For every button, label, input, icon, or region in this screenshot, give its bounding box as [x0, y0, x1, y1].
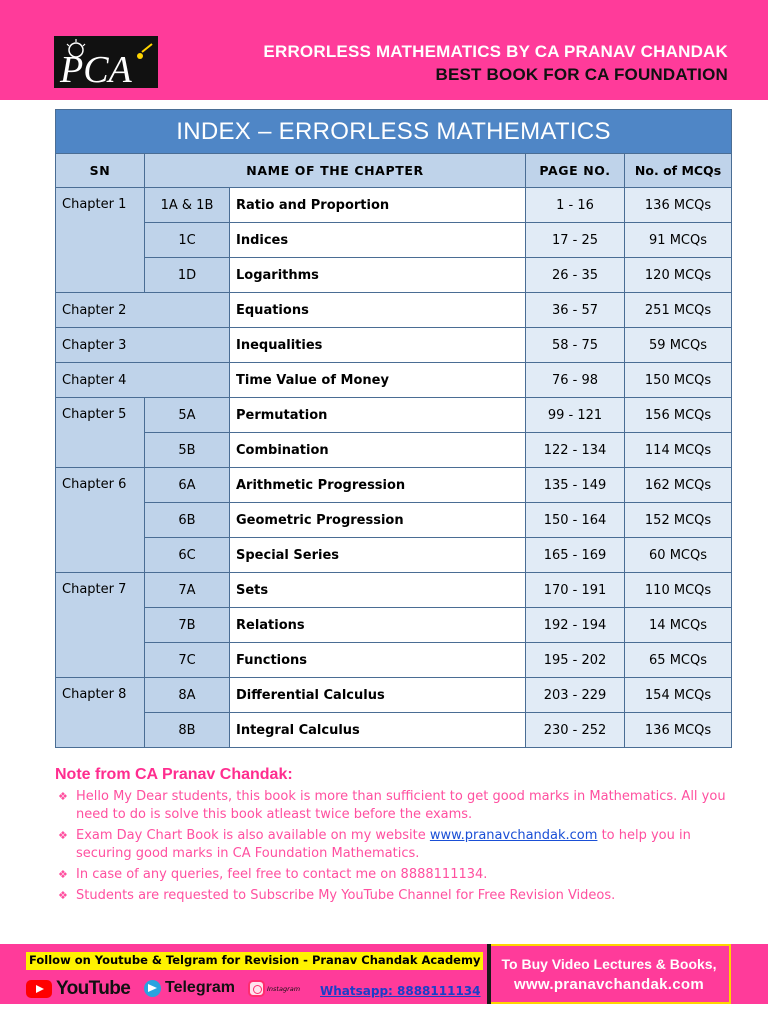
- chapter-label: Chapter 8: [56, 678, 145, 748]
- page-range: 230 - 252: [526, 713, 625, 748]
- note-item: [56, 866, 746, 884]
- sub-chapter: 1C: [145, 223, 230, 258]
- note-text: to help you in securing good marks in CA Foundation Mathematics.: [76, 828, 691, 861]
- header-chapter-name: NAME OF THE CHAPTER: [145, 154, 526, 188]
- page-range: 165 - 169: [526, 538, 625, 573]
- instagram-icon: [248, 980, 265, 997]
- mcq-count: 154 MCQs: [625, 678, 732, 713]
- table-row: [56, 468, 732, 503]
- sub-chapter: 5B: [145, 433, 230, 468]
- page-range: 26 - 35: [526, 258, 625, 293]
- header-page-no: PAGE NO.: [526, 154, 625, 188]
- header-sn: SN: [56, 154, 145, 188]
- website-link[interactable]: www.pranavchandak.com: [429, 828, 598, 843]
- page-range: 76 - 98: [526, 363, 625, 398]
- mcq-count: 251 MCQs: [625, 293, 732, 328]
- page-range: 195 - 202: [526, 643, 625, 678]
- footer-social: [24, 949, 486, 1001]
- table-row: [56, 223, 732, 258]
- chapter-label: Chapter 4: [56, 363, 230, 398]
- chapter-name: Geometric Progression: [230, 503, 526, 538]
- table-row: [56, 188, 732, 223]
- diamond-bullet-icon: ❖: [58, 829, 68, 842]
- sub-chapter: 6A: [145, 468, 230, 503]
- note-title: Note from CA Pranav Chandak:: [55, 766, 293, 783]
- telegram-label: Telegram: [165, 979, 235, 996]
- sub-chapter: 7A: [145, 573, 230, 608]
- note-item: [56, 887, 746, 905]
- header-title: ERRORLESS MATHEMATICS BY CA PRANAV CHANDAK: [263, 42, 728, 61]
- sub-chapter: 1A & 1B: [145, 188, 230, 223]
- mcq-count: 65 MCQs: [625, 643, 732, 678]
- table-title: INDEX – ERRORLESS MATHEMATICS: [56, 110, 732, 154]
- page-footer: [0, 944, 768, 1004]
- header-mcqs: No. of MCQs: [625, 154, 732, 188]
- chapter-label: Chapter 6: [56, 468, 145, 573]
- footer-website-link[interactable]: www.pranavchandak.com: [514, 976, 704, 993]
- chapter-name: Equations: [230, 293, 526, 328]
- table-row: [56, 608, 732, 643]
- page-range: 192 - 194: [526, 608, 625, 643]
- mcq-count: 136 MCQs: [625, 188, 732, 223]
- chapter-name: Integral Calculus: [230, 713, 526, 748]
- chapter-name: Combination: [230, 433, 526, 468]
- mcq-count: 136 MCQs: [625, 713, 732, 748]
- logo-p: PCA: [60, 49, 132, 88]
- chapter-name: Logarithms: [230, 258, 526, 293]
- note-text: Hello My Dear students, this book is more than sufficient to get good marks in Mathematics. All you need to do is solve this book atleast twice before the exams.: [76, 789, 726, 822]
- telegram-link[interactable]: [144, 979, 235, 997]
- notes-list: [56, 788, 746, 908]
- page-range: 122 - 134: [526, 433, 625, 468]
- table-row: [56, 258, 732, 293]
- whatsapp-link[interactable]: Whatsapp: 8888111134: [320, 984, 481, 998]
- sub-chapter: 6C: [145, 538, 230, 573]
- chapter-name: Sets: [230, 573, 526, 608]
- chapter-name: Ratio and Proportion: [230, 188, 526, 223]
- mcq-count: 14 MCQs: [625, 608, 732, 643]
- chapter-label: Chapter 5: [56, 398, 145, 468]
- chapter-name: Special Series: [230, 538, 526, 573]
- diamond-bullet-icon: ❖: [58, 790, 68, 803]
- page-range: 99 - 121: [526, 398, 625, 433]
- page-range: 36 - 57: [526, 293, 625, 328]
- note-text: Exam Day Chart Book is also available on my website: [76, 828, 430, 843]
- sub-chapter: 8B: [145, 713, 230, 748]
- table-row: [56, 363, 732, 398]
- table-title-row: [56, 110, 732, 154]
- sub-chapter: 1D: [145, 258, 230, 293]
- note-text: Students are requested to Subscribe My YouTube Channel for Free Revision Videos.: [76, 888, 616, 903]
- telegram-icon: [144, 980, 161, 997]
- diamond-bullet-icon: ❖: [58, 868, 68, 881]
- pca-logo-mark: [54, 36, 158, 88]
- chapter-name: Arithmetic Progression: [230, 468, 526, 503]
- mcq-count: 60 MCQs: [625, 538, 732, 573]
- table-row: [56, 643, 732, 678]
- table-row: [56, 678, 732, 713]
- chapter-name: Functions: [230, 643, 526, 678]
- index-table: [55, 109, 732, 748]
- page-range: 17 - 25: [526, 223, 625, 258]
- table-header-row: [56, 154, 732, 188]
- pca-logo: [54, 36, 158, 88]
- page-range: 150 - 164: [526, 503, 625, 538]
- mcq-count: 110 MCQs: [625, 573, 732, 608]
- sub-chapter: 8A: [145, 678, 230, 713]
- table-row: [56, 293, 732, 328]
- mcq-count: 91 MCQs: [625, 223, 732, 258]
- diamond-bullet-icon: ❖: [58, 889, 68, 902]
- chapter-name: Time Value of Money: [230, 363, 526, 398]
- instagram-label: Instagram: [267, 984, 301, 993]
- footer-buy-box: [491, 944, 731, 1004]
- sub-chapter: 7C: [145, 643, 230, 678]
- chapter-label: Chapter 1: [56, 188, 145, 293]
- youtube-link[interactable]: [26, 978, 130, 1000]
- page-range: 58 - 75: [526, 328, 625, 363]
- table-row: [56, 503, 732, 538]
- page-range: 1 - 16: [526, 188, 625, 223]
- youtube-icon: [26, 980, 52, 998]
- table-row: [56, 398, 732, 433]
- page-header: [0, 0, 768, 100]
- follow-banner: Follow on Youtube & Telgram for Revision - Pranav Chandak Academy: [26, 952, 483, 970]
- page-range: 170 - 191: [526, 573, 625, 608]
- mcq-count: 114 MCQs: [625, 433, 732, 468]
- youtube-label: YouTube: [56, 978, 131, 999]
- buy-text: To Buy Video Lectures & Books,: [501, 956, 717, 972]
- table-row: [56, 433, 732, 468]
- chapter-name: Relations: [230, 608, 526, 643]
- chapter-name: Permutation: [230, 398, 526, 433]
- table-row: [56, 713, 732, 748]
- note-text: In case of any queries, feel free to contact me on 8888111134.: [76, 867, 488, 882]
- sub-chapter: 5A: [145, 398, 230, 433]
- instagram-link[interactable]: [248, 980, 300, 997]
- chapter-name: Differential Calculus: [230, 678, 526, 713]
- table-row: [56, 573, 732, 608]
- mcq-count: 156 MCQs: [625, 398, 732, 433]
- chapter-name: Indices: [230, 223, 526, 258]
- note-item: [56, 827, 746, 863]
- mcq-count: 120 MCQs: [625, 258, 732, 293]
- page-range: 203 - 229: [526, 678, 625, 713]
- note-item: [56, 788, 746, 824]
- table-row: [56, 538, 732, 573]
- chapter-label: Chapter 3: [56, 328, 230, 363]
- mcq-count: 162 MCQs: [625, 468, 732, 503]
- mcq-count: 150 MCQs: [625, 363, 732, 398]
- chapter-label: Chapter 7: [56, 573, 145, 678]
- sub-chapter: 6B: [145, 503, 230, 538]
- page-range: 135 - 149: [526, 468, 625, 503]
- mcq-count: 152 MCQs: [625, 503, 732, 538]
- chapter-label: Chapter 2: [56, 293, 230, 328]
- sub-chapter: 7B: [145, 608, 230, 643]
- chapter-name: Inequalities: [230, 328, 526, 363]
- table-row: [56, 328, 732, 363]
- mcq-count: 59 MCQs: [625, 328, 732, 363]
- header-subtitle: BEST BOOK FOR CA FOUNDATION: [435, 65, 728, 84]
